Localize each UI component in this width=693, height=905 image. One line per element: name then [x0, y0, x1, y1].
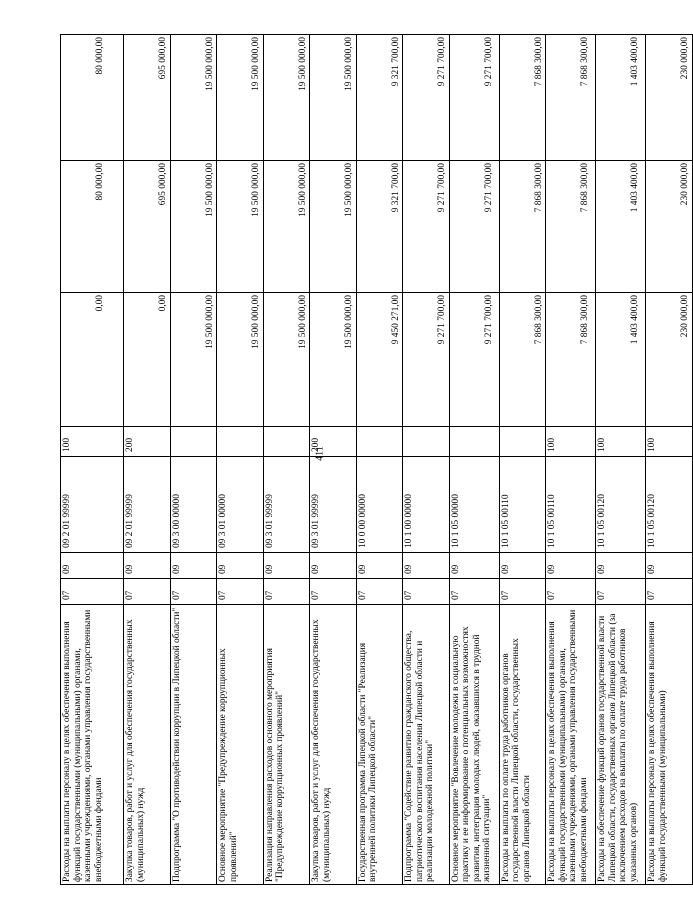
- row-name-cell: Реализация направления расходов основного мероприятия "Предупреждение коррупционных проявлений": [263, 605, 310, 885]
- table-row: [356, 35, 403, 885]
- target-article-cell: 09 2 01 99999: [61, 457, 124, 553]
- amount-cell-1: 0,00: [124, 293, 171, 427]
- row-name-cell: Расходы на выплаты по оплате труда работников органов государственной власти Липецкой области, государственных органов Липецкой области: [499, 605, 546, 885]
- razdel-cell: 07: [596, 579, 646, 605]
- amount-cell-1: 9 450 271,00: [356, 293, 403, 427]
- amount-cell-2: 9 321 700,00: [356, 161, 403, 293]
- amount-cell-2: 1 403 400,00: [596, 161, 646, 293]
- amount-cell-3: 9 271 700,00: [449, 35, 499, 161]
- podrazdel-cell: 09: [403, 553, 450, 579]
- budget-table: [60, 34, 693, 885]
- podrazdel-cell: 09: [170, 553, 217, 579]
- amount-cell-1: 7 868 300,00: [499, 293, 546, 427]
- amount-cell-2: 7 868 300,00: [499, 161, 546, 293]
- razdel-cell: 07: [217, 579, 264, 605]
- podrazdel-cell: 09: [124, 553, 171, 579]
- expense-type-cell: [170, 427, 217, 457]
- row-name-cell: Основное мероприятие "Вовлечение молодежи в социальную практику и ее информирование о потенциальных возможностях развития, интеграция молодых людей, оказавшихся в трудной жизненной ситуации": [449, 605, 499, 885]
- razdel-cell: 07: [124, 579, 171, 605]
- razdel-cell: 07: [546, 579, 596, 605]
- page-number: 411: [314, 446, 326, 461]
- amount-cell-1: 19 500 000,00: [310, 293, 357, 427]
- amount-cell-2: 19 500 000,00: [263, 161, 310, 293]
- target-article-cell: 10 1 05 00110: [499, 457, 546, 553]
- budget-table-container: [60, 35, 691, 885]
- amount-cell-3: 19 500 000,00: [310, 35, 357, 161]
- amount-cell-1: 9 271 700,00: [449, 293, 499, 427]
- row-name-cell: Закупка товаров, работ и услуг для обеспечения государственных (муниципальных) нужд: [310, 605, 357, 885]
- amount-cell-2: 230 000,00: [646, 161, 693, 293]
- expense-type-cell: 100: [546, 427, 596, 457]
- amount-cell-2: 7 868 300,00: [546, 161, 596, 293]
- amount-cell-3: 7 868 300,00: [499, 35, 546, 161]
- podrazdel-cell: 09: [546, 553, 596, 579]
- target-article-cell: 09 3 01 00000: [217, 457, 264, 553]
- target-article-cell: 09 2 01 99999: [124, 457, 171, 553]
- expense-type-cell: [499, 427, 546, 457]
- amount-cell-3: 9 321 700,00: [356, 35, 403, 161]
- razdel-cell: 07: [61, 579, 124, 605]
- row-name-cell: Подпрограмма "О противодействии коррупции в Липецкой области": [170, 605, 217, 885]
- expense-type-cell: [217, 427, 264, 457]
- razdel-cell: 07: [310, 579, 357, 605]
- amount-cell-1: 19 500 000,00: [217, 293, 264, 427]
- amount-cell-1: 1 403 400,00: [596, 293, 646, 427]
- table-row: [61, 35, 124, 885]
- target-article-cell: 10 1 05 00000: [449, 457, 499, 553]
- table-row: [310, 35, 357, 885]
- podrazdel-cell: 09: [217, 553, 264, 579]
- razdel-cell: 07: [263, 579, 310, 605]
- table-row: [646, 35, 693, 885]
- amount-cell-3: 19 500 000,00: [217, 35, 264, 161]
- amount-cell-3: 9 271 700,00: [403, 35, 450, 161]
- amount-cell-1: 230 000,00: [646, 293, 693, 427]
- amount-cell-1: 7 868 300,00: [546, 293, 596, 427]
- target-article-cell: 10 1 05 00120: [646, 457, 693, 553]
- row-name-cell: Расходы на выплаты персоналу в целях обеспечения выполнения функций государственными (муниципальными) органами, казенными учреждениями, органами управления государственными внебюджетными фондами: [61, 605, 124, 885]
- amount-cell-3: 1 403 400,00: [596, 35, 646, 161]
- expense-type-cell: 200: [124, 427, 171, 457]
- amount-cell-1: 19 500 000,00: [263, 293, 310, 427]
- amount-cell-2: 80 000,00: [61, 161, 124, 293]
- razdel-cell: 07: [449, 579, 499, 605]
- podrazdel-cell: 09: [356, 553, 403, 579]
- amount-cell-2: 9 271 700,00: [449, 161, 499, 293]
- amount-cell-2: 19 500 000,00: [217, 161, 264, 293]
- expense-type-cell: 200: [310, 427, 357, 457]
- row-name-cell: Расходы на обеспечение функций органов государственной власти Липецкой области, государственных органов Липецкой области (за исключением расходов на выплаты по оплате труда работников указанных органов): [596, 605, 646, 885]
- razdel-cell: 07: [170, 579, 217, 605]
- row-name-cell: Государственная программа Липецкой области "Реализация внутренней политики Липецкой области": [356, 605, 403, 885]
- amount-cell-1: 0,00: [61, 293, 124, 427]
- amount-cell-1: 19 500 000,00: [170, 293, 217, 427]
- row-name-cell: Расходы на выплаты персоналу в целях обеспечения выполнения функций государственными (муниципальными): [646, 605, 693, 885]
- expense-type-cell: [356, 427, 403, 457]
- podrazdel-cell: 09: [646, 553, 693, 579]
- expense-type-cell: 100: [61, 427, 124, 457]
- target-article-cell: 10 0 00 00000: [356, 457, 403, 553]
- row-name-cell: Подпрограмма "Содействие развитию гражданского общества, патриотического воспитания населения Липецкой области и реализации молодежной политики": [403, 605, 450, 885]
- amount-cell-2: 19 500 000,00: [310, 161, 357, 293]
- amount-cell-3: 7 868 300,00: [546, 35, 596, 161]
- table-row: [499, 35, 546, 885]
- table-row: [263, 35, 310, 885]
- amount-cell-3: 19 500 000,00: [170, 35, 217, 161]
- target-article-cell: 10 1 00 00000: [403, 457, 450, 553]
- amount-cell-2: 19 500 000,00: [170, 161, 217, 293]
- podrazdel-cell: 09: [61, 553, 124, 579]
- target-article-cell: 09 3 01 99999: [310, 457, 357, 553]
- amount-cell-3: 230 000,00: [646, 35, 693, 161]
- razdel-cell: 07: [403, 579, 450, 605]
- amount-cell-3: 695 000,00: [124, 35, 171, 161]
- expense-type-cell: [403, 427, 450, 457]
- amount-cell-3: 19 500 000,00: [263, 35, 310, 161]
- expense-type-cell: [263, 427, 310, 457]
- podrazdel-cell: 09: [263, 553, 310, 579]
- table-row: [124, 35, 171, 885]
- razdel-cell: 07: [646, 579, 693, 605]
- amount-cell-2: 9 271 700,00: [403, 161, 450, 293]
- razdel-cell: 07: [356, 579, 403, 605]
- razdel-cell: 07: [499, 579, 546, 605]
- table-row: [449, 35, 499, 885]
- podrazdel-cell: 09: [310, 553, 357, 579]
- amount-cell-2: 695 000,00: [124, 161, 171, 293]
- table-row: [403, 35, 450, 885]
- row-name-cell: Основное мероприятие "Предупреждение коррупционных проявлений": [217, 605, 264, 885]
- amount-cell-1: 9 271 700,00: [403, 293, 450, 427]
- podrazdel-cell: 09: [449, 553, 499, 579]
- table-row: [170, 35, 217, 885]
- target-article-cell: 10 1 05 00110: [546, 457, 596, 553]
- expense-type-cell: 100: [596, 427, 646, 457]
- table-row: [546, 35, 596, 885]
- expense-type-cell: [449, 427, 499, 457]
- podrazdel-cell: 09: [596, 553, 646, 579]
- target-article-cell: 09 3 00 00000: [170, 457, 217, 553]
- row-name-cell: Закупка товаров, работ и услуг для обеспечения государственных (муниципальных) нужд: [124, 605, 171, 885]
- row-name-cell: Расходы на выплаты персоналу в целях обеспечения выполнения функций государственными (муниципальными) органами, казенными учреждениями, органами управления государственными внебюджетными фондами: [546, 605, 596, 885]
- amount-cell-3: 80 000,00: [61, 35, 124, 161]
- table-row: [217, 35, 264, 885]
- podrazdel-cell: 09: [499, 553, 546, 579]
- target-article-cell: 09 3 01 99999: [263, 457, 310, 553]
- table-row: [596, 35, 646, 885]
- expense-type-cell: 100: [646, 427, 693, 457]
- target-article-cell: 10 1 05 00120: [596, 457, 646, 553]
